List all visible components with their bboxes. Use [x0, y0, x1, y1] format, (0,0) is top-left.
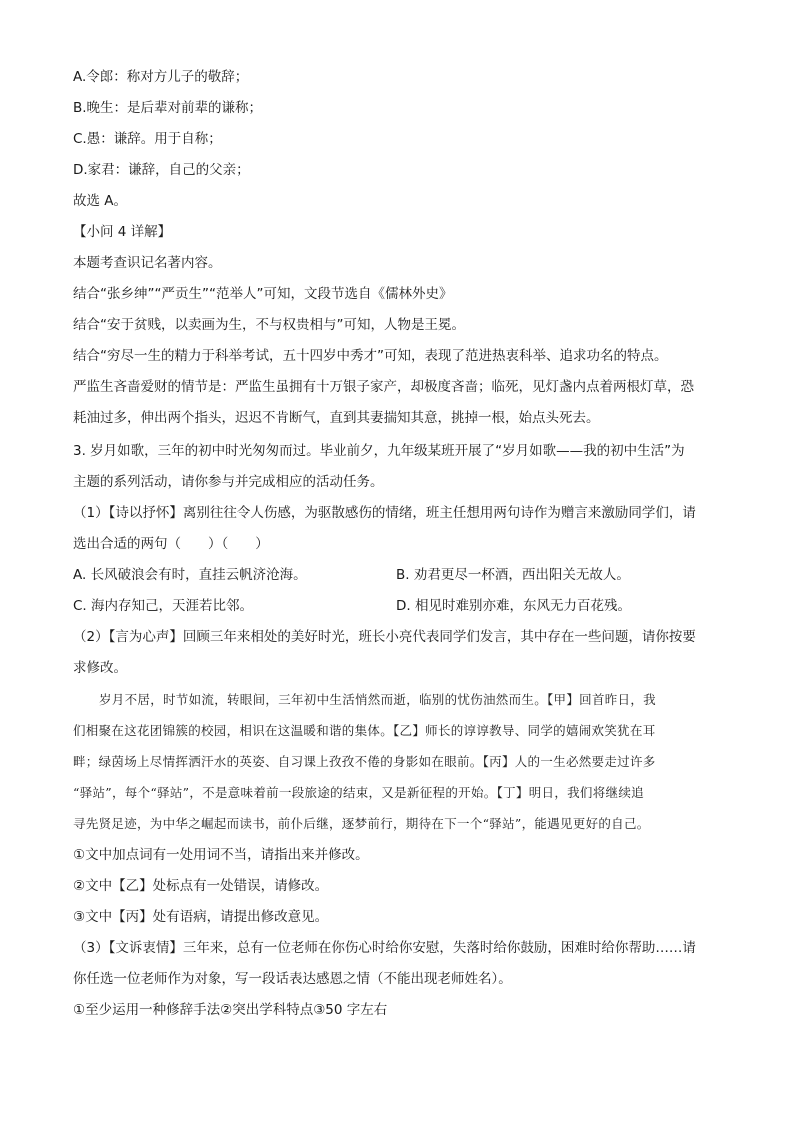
choice-d: D. 相见时难别亦难，东风无力百花残。: [396, 598, 631, 614]
choice-c: C. 海内存知己，天涯若比邻。: [73, 598, 254, 614]
subquestion-3-prompt-a: （3）【文诉衷情】三年来，总有一位老师在你伤心时给你安慰，失落时给你鼓励，困难时给你帮助……请: [73, 940, 696, 956]
answer-option-b-explanation: B.晚生：是后辈对前辈的谦称；: [73, 100, 263, 116]
subquestion-3-requirements: ①至少运用一种修辞手法②突出学科特点③50 字左右: [73, 1002, 388, 1018]
speech-passage-line-4: “驿站”，每个“驿站”，不是意味着前一段旅途的结束，又是新征程的开始。【丁】明日，我们将继续追: [73, 785, 644, 800]
answer-conclusion: 故选 A。: [73, 193, 128, 209]
speech-passage-line-1: 岁月不居，时节如流，转眼间，三年初中生活悄然而逝，临别的忧伤油然而生。【甲】回首昨日，我: [99, 692, 656, 707]
q4-analysis-2: 结合“安于贫贱，以卖画为生，不与权贵相与”可知，人物是王冕。: [73, 317, 465, 333]
subquestion-2-prompt-b: 求修改。: [73, 660, 127, 676]
speech-passage-line-3: 畔；绿茵场上尽情挥洒汗水的英姿、自习课上孜孜不倦的身影如在眼前。【丙】人的一生必然要走过许多: [73, 754, 656, 769]
question-3-prompt-a: 3. 岁月如歌，三年的初中时光匆匆而过。毕业前夕，九年级某班开展了“岁月如歌——我的初中生活”为: [73, 443, 685, 459]
choice-a: A. 长风破浪会有时，直挂云帆济沧海。: [73, 567, 307, 583]
q4-intro: 本题考查识记名著内容。: [73, 255, 222, 271]
q4-analysis-3: 结合“穷尽一生的精力于科举考试，五十四岁中秀才”可知，表现了范进热衷科举、追求功名的特点。: [73, 348, 668, 364]
answer-option-a-explanation: A.令郎：称对方儿子的敬辞；: [73, 69, 249, 85]
q4-analysis-1: 结合“张乡绅”“严贡生”“范举人”可知，文段节选自《儒林外史》: [73, 286, 453, 302]
task-2: ②文中【乙】处标点有一处错误，请修改。: [73, 878, 329, 894]
q4-analysis-4a: 严监生吝啬爱财的情节是：严监生虽拥有十万银子家产，却极度吝啬；临死，见灯盏内点着两根灯草，恐: [73, 379, 694, 395]
subquestion-3-prompt-b: 你任选一位老师作为对象，写一段话表达感恩之情（不能出现老师姓名）。: [73, 971, 512, 987]
subquestion-1-prompt-b: 选出合适的两句（ ）（ ）: [73, 536, 269, 552]
task-3: ③文中【丙】处有语病，请提出修改意见。: [73, 909, 329, 925]
speech-passage-line-2: 们相聚在这花团锦簇的校园，相识在这温暖和谐的集体。【乙】师长的谆谆教导、同学的嬉闹欢笑犹在耳: [73, 723, 656, 738]
subquestion-1-prompt-a: （1）【诗以抒怀】离别往往令人伤感，为驱散感伤的情绪，班主任想用两句诗作为赠言来激励同学们，请: [73, 505, 696, 521]
q4-analysis-4b: 耗油过多，伸出两个指头，迟迟不肯断气，直到其妻揣知其意，挑掉一根，始点头死去。: [73, 410, 600, 426]
subquestion-2-prompt-a: （2）【言为心声】回顾三年来相处的美好时光，班长小亮代表同学们发言，其中存在一些问题，请你按要: [73, 629, 696, 645]
section-heading-q4: 【小问 4 详解】: [73, 224, 172, 240]
task-1: ①文中加点词有一处用词不当，请指出来并修改。: [73, 847, 369, 863]
speech-passage-line-5: 寻先贤足迹，为中华之崛起而读书，前仆后继，逐梦前行，期待在下一个“驿站”，能遇见更好的自己。: [73, 816, 650, 831]
answer-option-c-explanation: C.愚：谦辞。用于自称；: [73, 131, 222, 147]
answer-option-d-explanation: D.家君：谦辞，自己的父亲；: [73, 162, 250, 178]
choice-b: B. 劝君更尽一杯酒，西出阳关无故人。: [396, 567, 630, 583]
question-3-prompt-b: 主题的系列活动，请你参与并完成相应的活动任务。: [73, 474, 384, 490]
